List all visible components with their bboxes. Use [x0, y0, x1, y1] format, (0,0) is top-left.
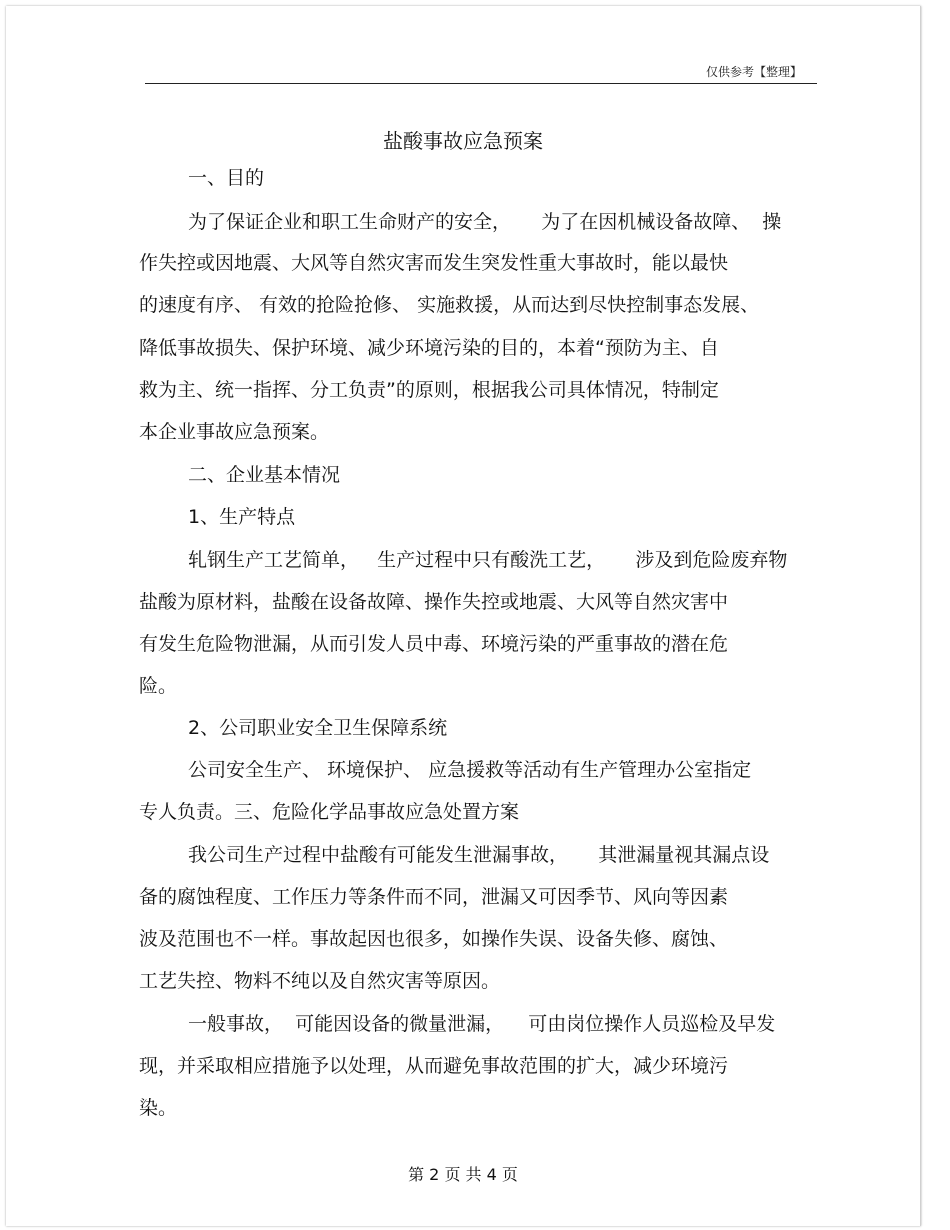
- header-rule: [145, 83, 817, 84]
- paragraph-line: 有发生危险物泄漏，从而引发人员中毒、环境污染的严重事故的潜在危: [139, 633, 729, 655]
- paragraph-line: 专人负责。三、危险化学品事故应急处置方案: [139, 801, 520, 823]
- paragraph-line: 作失控或因地震、大风等自然灾害而发生突发性重大事故时，能以最快: [139, 252, 729, 274]
- paragraph-line: 险。: [139, 675, 178, 697]
- paragraph-line: 轧钢生产工艺简单， 生产过程中只有酸洗工艺， 涉及到危险废弃物: [188, 549, 788, 571]
- paragraph-line: 染。: [139, 1097, 178, 1119]
- section-heading: 二、企业基本情况: [188, 464, 341, 486]
- paragraph-line: 公司安全生产、 环境保护、 应急援救等活动有生产管理办公室指定: [188, 759, 752, 781]
- paragraph-line: 盐酸为原材料，盐酸在设备故障、操作失控或地震、大风等自然灾害中: [139, 591, 729, 613]
- paragraph-line: 为了保证企业和职工生命财产的安全， 为了在因机械设备故障、 操: [188, 211, 782, 233]
- document-page: [6, 6, 921, 1226]
- document-title: 盐酸事故应急预案: [383, 129, 543, 153]
- paragraph-line: 本企业事故应急预案。: [139, 421, 330, 443]
- paragraph-line: 一般事故， 可能因设备的微量泄漏， 可由岗位操作人员巡检及早发: [188, 1013, 776, 1035]
- paragraph-line: 降低事故损失、保护环境、减少环境污染的目的，本着“预防为主、自: [139, 337, 719, 359]
- paragraph-line: 救为主、统一指挥、分工负责”的原则，根据我公司具体情况，特制定: [139, 379, 719, 401]
- paragraph-line: 的速度有序、 有效的抢险抢修、 实施救援，从而达到尽快控制事态发展、: [139, 294, 760, 316]
- subsection-heading: 2、公司职业安全卫生保障系统: [188, 717, 448, 739]
- paragraph-line: 工艺失控、物料不纯以及自然灾害等原因。: [139, 970, 501, 992]
- paragraph-line: 现，并采取相应措施予以处理，从而避免事故范围的扩大，减少环境污: [139, 1055, 729, 1077]
- subsection-heading: 1、生产特点: [188, 506, 296, 528]
- header-note: 仅供参考【整理】: [705, 65, 802, 79]
- paragraph-line: 波及范围也不一样。事故起因也很多，如操作失误、设备失修、腐蚀、: [139, 928, 729, 950]
- paragraph-line: 我公司生产过程中盐酸有可能发生泄漏事故， 其泄漏量视其漏点设: [188, 844, 770, 866]
- section-heading: 一、目的: [188, 167, 265, 189]
- page-number: 第 2 页 共 4 页: [408, 1165, 518, 1184]
- paragraph-line: 备的腐蚀程度、工作压力等条件而不同，泄漏又可因季节、风向等因素: [139, 886, 729, 908]
